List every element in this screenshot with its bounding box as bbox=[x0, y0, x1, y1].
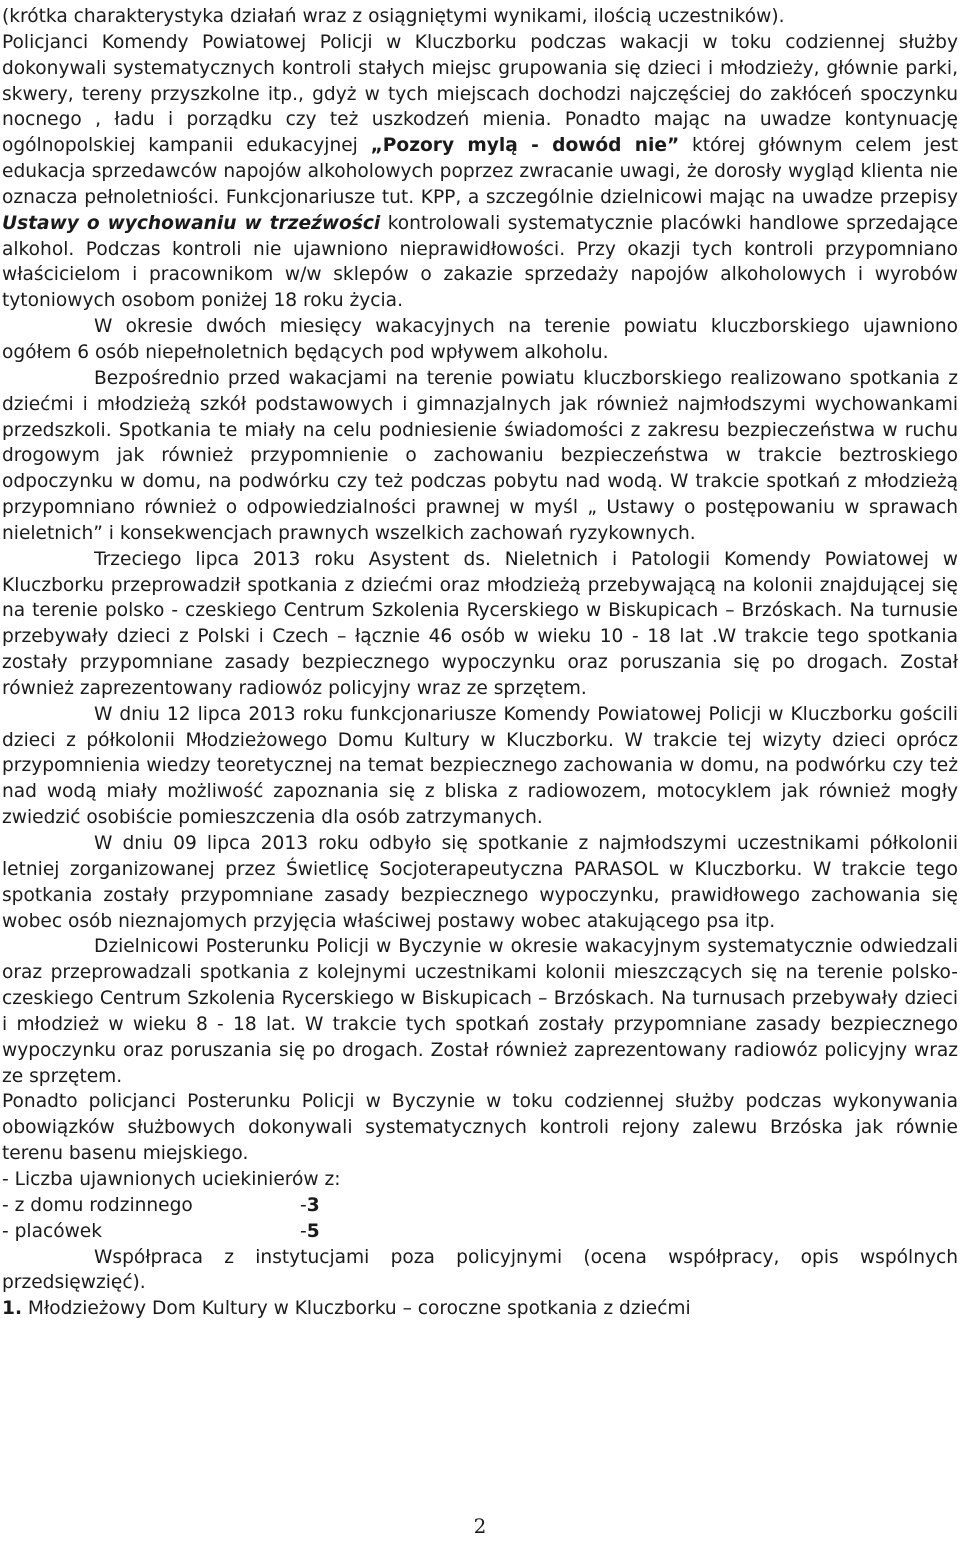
list-item-text: Młodzieżowy Dom Kultury w Kluczborku – coroczne spotkania z dziećmi bbox=[22, 1298, 691, 1320]
runaways-dash: - bbox=[300, 1220, 307, 1242]
runaways-value: 3 bbox=[306, 1194, 320, 1216]
paragraph-cooperation-heading: Współpraca z instytucjami poza policyjnymi (ocena współpracy, opis wspólnych przedsięwzięć). bbox=[2, 1246, 958, 1294]
paragraph-school-controls bbox=[2, 30, 958, 314]
paragraph-intro-line: (krótka charakterystyka działań wraz z osiągniętymi wynikami, ilością uczestników). bbox=[2, 6, 785, 27]
paragraph-byczyna-controls: Ponadto policjanci Posterunku Policji w Byczynie w toku codziennej służby podczas wykonywania obowiązków służbowych dokonywali systematycznych kontroli rejony zalewu Brzóska jak równie terenu basenu miejskiego. bbox=[2, 1091, 958, 1165]
text-run: kontrolowali systematycznie placówki handlowe sprzedające alkohol. Podczas kontroli nie ujawniono nieprawidłowości. Przy okazji tych kontroli przypomniano właścicielom i pracownikom w/w sklepów o zakazie sprzedaży napojów alkoholowych i wyrobów tytoniowych osobom poniżej 18 roku życia. bbox=[2, 212, 959, 312]
page-number: 2 bbox=[473, 1514, 487, 1538]
paragraph-july-3: Trzeciego lipca 2013 roku Asystent ds. Nieletnich i Patologii Komendy Powiatowej w Kluczborku przeprowadził spotkania z dziećmi oraz młodzieżą przebywającą na kolonii znajdującej się na terenie polsko - czeskiego Centrum Szkolenia Rycerskiego w Biskupicach – Brzóskach. Na turnusie przebywały dzieci z Polski i Czech – łącznie 46 osób w wieku 10 - 18 lat .W trakcie tego spotkania zostały przypomniane zasady bezpiecznego wypoczynku oraz poruszania się po drogach. Został również zaprezentowany radiowóz policyjny wraz ze sprzętem. bbox=[2, 548, 958, 699]
runaways-label: - placówek bbox=[2, 1220, 102, 1242]
runaways-row-home bbox=[2, 1193, 958, 1219]
text-run: Policjanci Komendy Powiatowej Policji w Kluczborku podczas wakacji w toku codziennej służby dokonywali systematycznych kontroli stałych miejsc grupowania się dzieci i młodzieży, głównie parki, skwery, tereny przyszkolne itp., gdyż w tych miejscach dochodzi najczęściej do zakłóceń spoczynku nocnego , ładu i porządku czy też uszkodzeń mienia. Ponadto mając na uwadze kontynuację ogólnopolskiej kampanii edukacyjnej bbox=[2, 31, 958, 157]
campaign-name: „Pozory mylą - dowód nie” bbox=[370, 135, 680, 157]
list-item-number: 1. bbox=[2, 1298, 23, 1320]
paragraph-school-meetings: Bezpośrednio przed wakacjami na terenie powiatu kluczborskiego realizowano spotkania z dziećmi i młodzieżą szkół podstawowych i gimnazjalnych jak również najmłodszymi wychowankami przedszkoli. Spotkania te miały na celu podniesienie świadomości z zakresu bezpieczeństwa w ruchu drogowym jak również przypomnienie o zachowaniu bezpieczeństwa w trakcie beztroskiego odpoczynku w domu, na podwórku czy też podczas pobytu nad wodą. W trakcie spotkań z młodzieżą przypomniano również o odpowiedzialności prawnej w myśl „ Ustawy o postępowaniu w sprawach nieletnich” i konsekwencjach prawnych wszelkich zachowań ryzykownych. bbox=[2, 367, 958, 544]
paragraph-july-12: W dniu 12 lipca 2013 roku funkcjonariusze Komendy Powiatowej Policji w Kluczborku gościli dzieci z półkolonii Młodzieżowego Domu Kultury w Kluczborku. W trakcie tej wizyty dzieci oprócz przypomnienia wiedzy teoretycznej na temat bezpiecznego zachowania w domu, na podwórku czy też nad wodą miały możliwość zapoznania się z bliska z radiowozem, motocyklem jak również mogły zwiedzić osobiście pomieszczenia dla osób zatrzymanych. bbox=[2, 703, 958, 829]
text-run: której głównym celem jest edukacja sprzedawców napojów alkoholowych poprzez zwracanie uwagi, że dorosły wygląd klienta nie oznacza pełnoletniości. Funkcjonariusze tut. KPP, a szczególnie dzielnicowi mając na uwadze przepisy bbox=[2, 135, 958, 208]
paragraph-alcohol-stats: W okresie dwóch miesięcy wakacyjnych na terenie powiatu kluczborskiego ujawniono ogółem 6 osób niepełnoletnich będących pod wpływem alkoholu. bbox=[2, 316, 958, 363]
runaways-label: - z domu rodzinnego bbox=[2, 1194, 193, 1216]
paragraph-byczyna-officers: Dzielnicowi Posterunku Policji w Byczynie w okresie wakacyjnym systematycznie odwiedzali oraz przeprowadzali spotkania z kolejnymi uczestnikami kolonii mieszczących się na terenie polsko- czeskiego Centrum Szkolenia Rycerskiego w Biskupicach – Brzóskach. Na turnusach przebywały dzieci i młodzież w wieku 8 - 18 lat. W trakcie tych spotkań zostały przypomniane zasady bezpiecznego wypoczynku oraz poruszania się po drogach. Został również zaprezentowany radiowóz policyjny wraz ze sprzętem. bbox=[2, 936, 958, 1087]
runaways-row-institutions bbox=[2, 1219, 958, 1245]
runaways-title: - Liczba ujawnionych uciekinierów z: bbox=[2, 1168, 341, 1190]
law-name: Ustawy o wychowaniu w trzeźwości bbox=[2, 212, 381, 234]
list-item-1 bbox=[2, 1296, 958, 1322]
runaways-value: 5 bbox=[306, 1220, 320, 1242]
paragraph-july-9: W dniu 09 lipca 2013 roku odbyło się spotkanie z najmłodszymi uczestnikami półkolonii letniej zorganizowanej przez Świetlicę Socjoterapeutyczna PARASOL w Kluczborku. W trakcie tego spotkania zostały przypomniane zasady bezpiecznego wypoczynku, prawidłowego zachowania się wobec osób nieznajomych przyjęcia właściwej postawy wobec atakującego psa itp. bbox=[2, 833, 958, 932]
runaways-dash: - bbox=[300, 1194, 307, 1216]
